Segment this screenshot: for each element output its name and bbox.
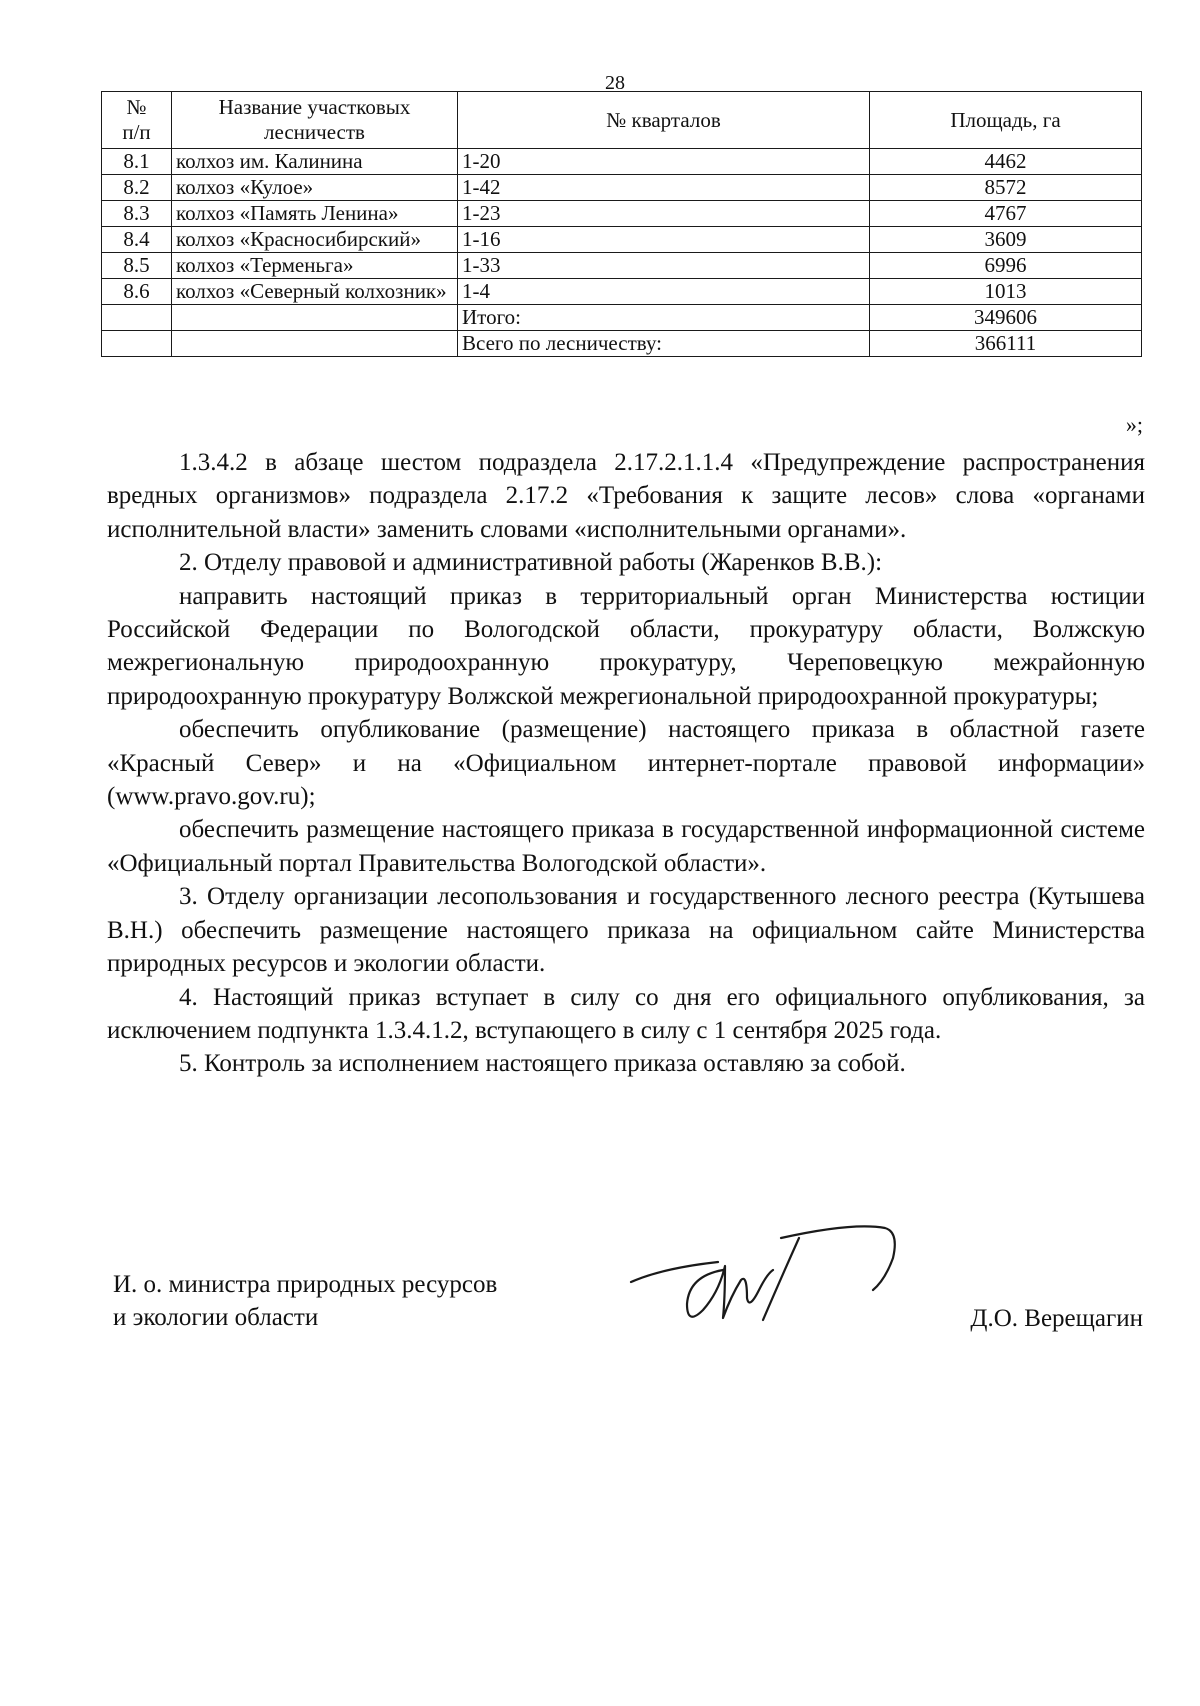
order-text [107, 446, 1145, 1081]
row-name: колхоз «Красносибирский» [172, 227, 458, 253]
header-num-line1: № [126, 95, 147, 119]
paragraph-3: 3. Отделу организации лесопользования и государственного лесного реестра (Кутышева В.Н.) обеспечить размещение настоящего приказа на официальном сайте Министерства природных ресурсов и экологии области. [107, 883, 1145, 978]
row-quarters: 1-33 [458, 253, 870, 279]
empty-cell [102, 305, 172, 331]
paragraph-2-publish: обеспечить опубликование (размещение) настоящего приказа в областной газете «Красный Север» и на «Официальном интернет-портале правовой информации» (www.pravo.gov.ru); [107, 716, 1145, 811]
header-name-line2: лесничеств [264, 120, 365, 144]
forestry-table [101, 91, 1142, 357]
row-name: колхоз «Кулое» [172, 175, 458, 201]
signer-title-line1: И. о. министра природных ресурсов [113, 1271, 498, 1298]
row-name: колхоз им. Калинина [172, 149, 458, 175]
row-quarters: 1-23 [458, 201, 870, 227]
table-row [102, 175, 1142, 201]
header-num-line2: п/п [122, 120, 151, 144]
row-num: 8.5 [102, 253, 172, 279]
row-quarters: 1-16 [458, 227, 870, 253]
table-row [102, 201, 1142, 227]
table-total-row [102, 305, 1142, 331]
paragraph-4: 4. Настоящий приказ вступает в силу со дня его официального опубликования, за исключением подпункта 1.3.4.1.2, вступающего в силу с 1 сентября 2025 года. [107, 983, 1145, 1044]
row-num: 8.3 [102, 201, 172, 227]
handwritten-signature [623, 1218, 923, 1368]
table-row [102, 279, 1142, 305]
closing-quote: »; [1125, 412, 1143, 437]
row-area: 4767 [870, 201, 1142, 227]
row-quarters: 1-4 [458, 279, 870, 305]
row-name: колхоз «Память Ленина» [172, 201, 458, 227]
header-quarters: № кварталов [458, 92, 870, 149]
grand-total-label: Всего по лесничеству: [458, 331, 870, 357]
signer-title-line2: и экологии области [113, 1304, 319, 1331]
row-area: 1013 [870, 279, 1142, 305]
signer-name: Д.О. Верещагин [970, 1305, 1143, 1332]
header-name-line1: Название участковых [218, 95, 411, 119]
row-area: 8572 [870, 175, 1142, 201]
row-name: колхоз «Терменьга» [172, 253, 458, 279]
paragraph-2-send: направить настоящий приказ в территориальный орган Министерства юстиции Российской Федерации по Вологодской области, прокуратуру области, Волжскую межрегиональную природоохранную прокуратуру, Череповецкую межрайонную природоохранную прокуратуру Волжской межрегиональной природоохранной прокуратуры; [107, 582, 1145, 710]
header-area: Площадь, га [870, 92, 1142, 149]
header-num [102, 92, 172, 149]
row-num: 8.2 [102, 175, 172, 201]
total-label: Итого: [458, 305, 870, 331]
row-quarters: 1-42 [458, 175, 870, 201]
table-row [102, 253, 1142, 279]
header-name [172, 92, 458, 149]
empty-cell [172, 305, 458, 331]
row-num: 8.1 [102, 149, 172, 175]
table-grand-total-row [102, 331, 1142, 357]
grand-total-area: 366111 [870, 331, 1142, 357]
signer-title [113, 1268, 497, 1334]
row-num: 8.4 [102, 227, 172, 253]
row-num: 8.6 [102, 279, 172, 305]
row-area: 4462 [870, 149, 1142, 175]
table-row [102, 227, 1142, 253]
signature-block [113, 1268, 1143, 1388]
paragraph-1-3-4-2: 1.3.4.2 в абзаце шестом подраздела 2.17.2.1.1.4 «Предупреждение распространения вредных организмов» подраздела 2.17.2 «Требования к защите лесов» слова «органами исполнительной власти» заменить словами «исполнительными органами». [107, 449, 1145, 543]
paragraph-2: 2. Отделу правовой и административной работы (Жаренков В.В.): [179, 549, 883, 577]
row-quarters: 1-20 [458, 149, 870, 175]
row-area: 6996 [870, 253, 1142, 279]
paragraph-5: 5. Контроль за исполнением настоящего приказа оставляю за собой. [179, 1050, 906, 1078]
paragraph-2-portal: обеспечить размещение настоящего приказа в государственной информационной системе «Официальный портал Правительства Вологодской области». [107, 816, 1145, 877]
table-row [102, 149, 1142, 175]
row-area: 3609 [870, 227, 1142, 253]
table-header-row [102, 92, 1142, 149]
total-area: 349606 [870, 305, 1142, 331]
page-number: 28 [605, 72, 625, 94]
empty-cell [172, 331, 458, 357]
row-name: колхоз «Северный колхозник» [172, 279, 458, 305]
empty-cell [102, 331, 172, 357]
